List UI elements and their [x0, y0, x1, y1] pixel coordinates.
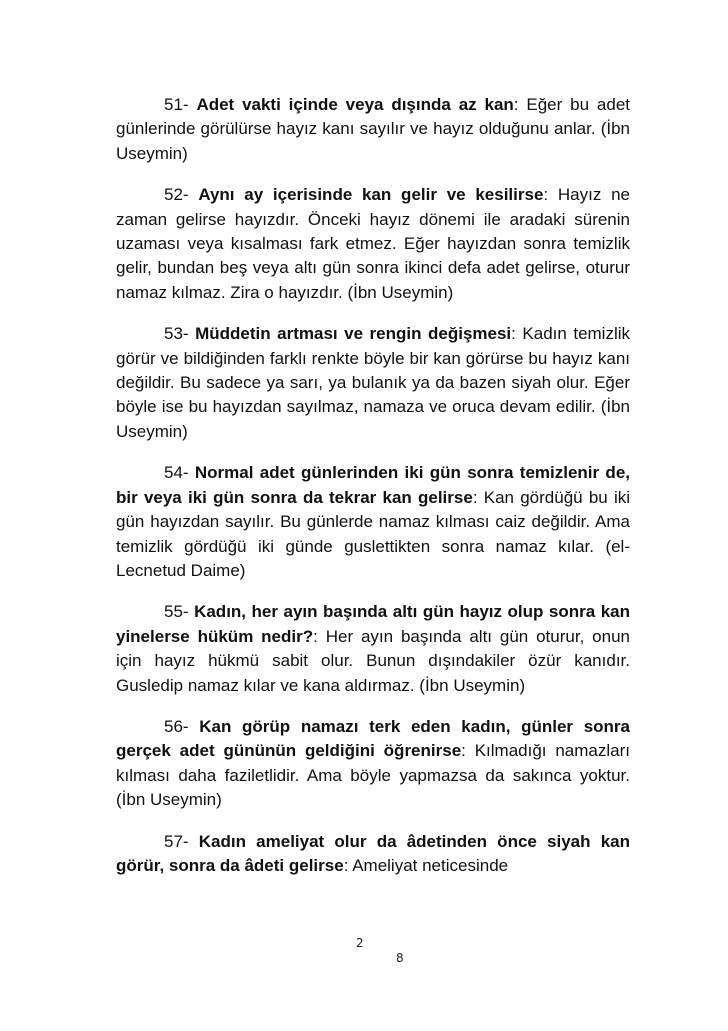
paragraph-53: [116, 322, 630, 444]
paragraph-heading: Adet vakti içinde veya dışında az kan: [196, 95, 514, 114]
paragraph-text: : Kan gördüğü bu iki gün hayızdan sayılır. Bu günlerde namaz kılması caiz değildir. Ama temizlik gördüğü iki günde guslettikten sonra namaz kılar. (el-Lecnetud Daime): [116, 487, 630, 580]
page-number-inner: 2: [356, 936, 364, 950]
paragraph-54: [116, 461, 630, 583]
paragraph-heading: Kadın, her ayın başında altı gün hayız olup sonra kan yinelerse hüküm nedir?: [116, 602, 630, 646]
paragraph-heading: Müddetin artması ve rengin değişmesi: [195, 324, 512, 344]
paragraph-text: : Eğer bu adet günlerinde görülürse hayız kanı sayılır ve hayız olduğunu anlar. (İbn Useymin): [116, 95, 630, 163]
paragraph-heading: Aynı ay içerisinde kan gelir ve kesilirse: [198, 185, 544, 205]
paragraph-number: 56-: [164, 716, 200, 736]
document-body: [116, 93, 630, 895]
paragraph-heading: Kadın ameliyat olur da âdetinden önce siyah kan görür, sonra da âdeti gelirse: [116, 831, 630, 875]
paragraph-text: : Kadın temizlik görür ve bildiğinden farklı renkte böyle bir kan görürse bu hayız kanı değildir. Bu sadece ya sarı, ya bulanık ya da bazen siyah olur. Eğer böyle ise bu hayızdan sayılmaz, namaza ve oruca devam edilir. (İbn Useymin): [116, 324, 631, 441]
paragraph-number: 55-: [164, 602, 195, 622]
paragraph-number: 54-: [164, 463, 195, 483]
paragraph-number: 52-: [164, 185, 199, 205]
page-number-outer: 8: [396, 951, 404, 965]
paragraph-text: : Ameliyat neticesinde: [343, 855, 509, 875]
paragraph-55: [116, 600, 630, 698]
paragraph-number: 51-: [164, 95, 197, 114]
paragraph-text: : Her ayın başında altı gün oturur, onun için hayız hükmü sabit olur. Bunun dışındakiler özür kanıdır. Gusledip namaz kılar ve kana aldırmaz. (İbn Useymin): [116, 626, 630, 695]
paragraph-52: [116, 183, 630, 305]
paragraph-number: 57-: [164, 831, 199, 851]
paragraph-heading: Kan görüp namazı terk eden kadın, günler sonra gerçek adet gününün geldiğini öğrenirse: [116, 716, 630, 761]
paragraph-text: : Hayız ne zaman gelirse hayızdır. Önceki hayız dönemi ile aradaki sürenin uzaması veya kısalması fark etmez. Eğer hayızdan sonra temizlik gelir, bundan beş veya altı gün sonra ikinci defa adet gelirse, oturur namaz kılmaz. Zira o hayızdır. (İbn Useymin): [116, 185, 630, 302]
paragraph-57: [116, 830, 630, 879]
paragraph-text: : Kılmadığı namazları kılması daha faziletlidir. Ama böyle yapmazsa da sakınca yoktur. (İbn Useymin): [116, 741, 630, 810]
paragraph-heading: Normal adet günlerinden iki gün sonra temizlenir de, bir veya iki gün sonra da tekrar kan gelirse: [116, 463, 630, 507]
paragraph-56: [116, 715, 630, 813]
paragraph-51: [116, 93, 630, 166]
paragraph-number: 53-: [164, 324, 196, 344]
